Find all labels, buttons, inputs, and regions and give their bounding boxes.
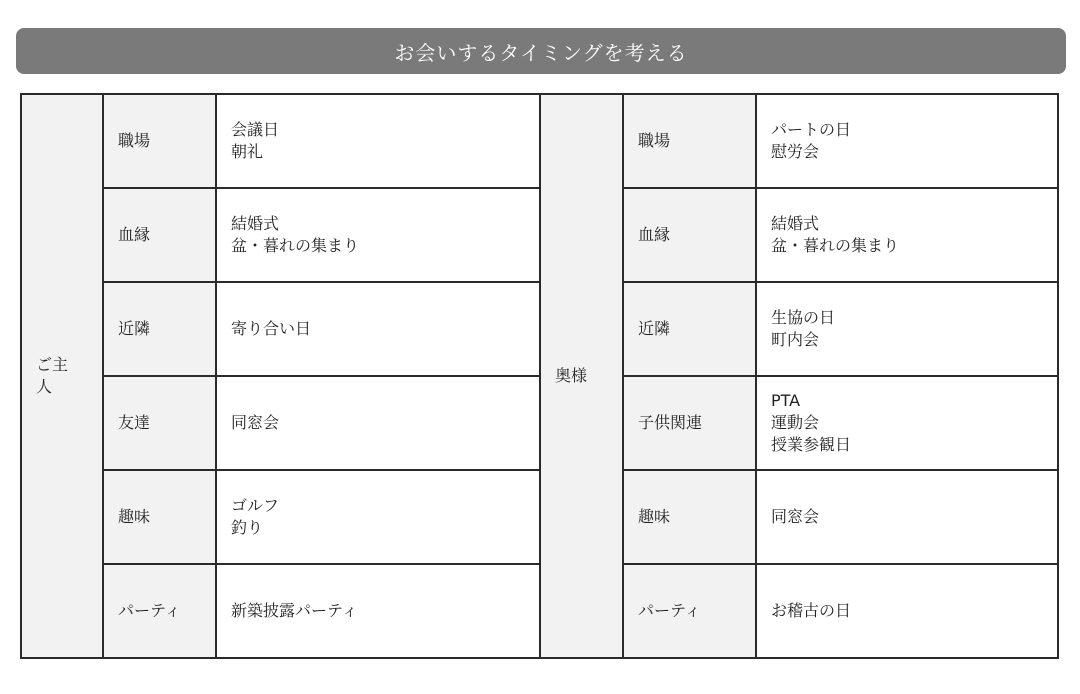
table-row [21,564,1058,658]
category-cell: 友達 [103,376,216,470]
category-cell: 職場 [623,94,756,188]
category-cell: 趣味 [103,470,216,564]
category-cell: 近隣 [103,282,216,376]
occasion-cell: パートの日 慰労会 [756,94,1058,188]
category-cell: 趣味 [623,470,756,564]
occasion-cell: 会議日 朝礼 [216,94,540,188]
timing-table [20,93,1059,659]
table-row [21,188,1058,282]
table-row [21,282,1058,376]
category-cell: 血縁 [103,188,216,282]
occasion-cell: 生協の日 町内会 [756,282,1058,376]
category-cell: パーティ [103,564,216,658]
group-label-wife: 奥様 [555,366,588,385]
category-cell: 職場 [103,94,216,188]
occasion-cell: 新築披露パーティ [216,564,540,658]
group-husband [21,94,103,658]
table-row [21,94,1058,188]
occasion-cell: ゴルフ 釣り [216,470,540,564]
occasion-cell: 寄り合い日 [216,282,540,376]
occasion-cell: 結婚式 盆・暮れの集まり [216,188,540,282]
category-cell: パーティ [623,564,756,658]
category-cell: 近隣 [623,282,756,376]
category-cell: 血縁 [623,188,756,282]
occasion-cell: 同窓会 [216,376,540,470]
page-title-banner [16,28,1066,74]
group-label-husband: ご主 人 [36,355,69,396]
page-title: お会いするタイミングを考える [394,40,688,65]
occasion-cell: 結婚式 盆・暮れの集まり [756,188,1058,282]
occasion-cell: PTA 運動会 授業参観日 [756,376,1058,470]
table-row [21,470,1058,564]
occasion-cell: お稽古の日 [756,564,1058,658]
category-cell: 子供関連 [623,376,756,470]
group-wife [540,94,623,658]
table-row [21,376,1058,470]
occasion-cell: 同窓会 [756,470,1058,564]
